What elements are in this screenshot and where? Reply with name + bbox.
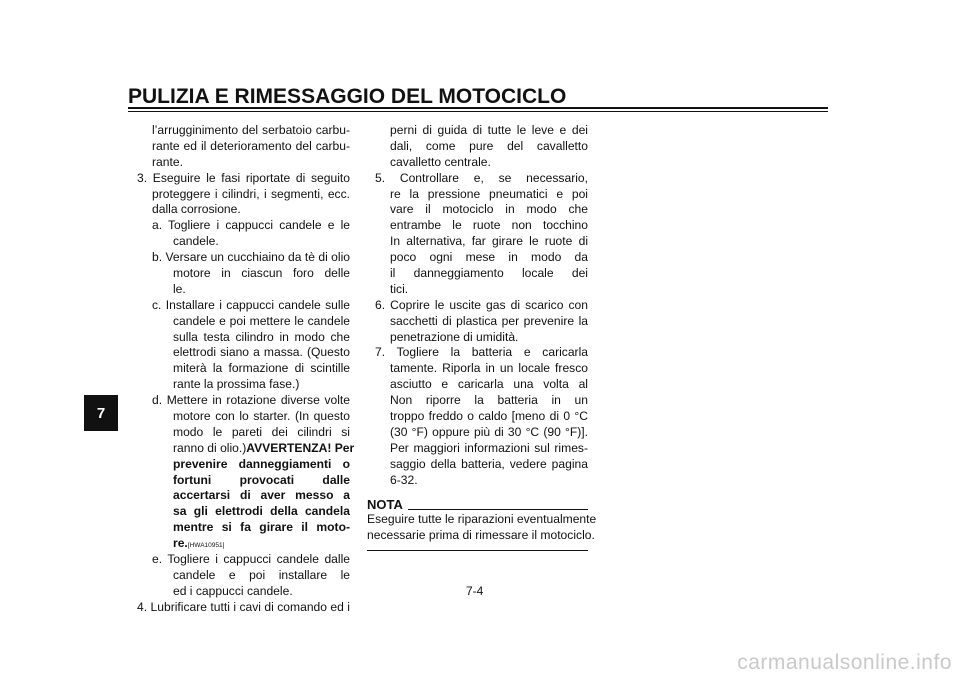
text-line: re la pressione pneumatici e poi	[390, 186, 588, 201]
text-line: proteggere i cilindri, i segmenti, ecc.	[152, 186, 350, 201]
text-line: candele.	[173, 234, 219, 249]
text-line: Per maggiori informazioni sul rimes-	[390, 440, 588, 455]
text-line	[129, 440, 355, 457]
page-number: 7-4	[466, 584, 484, 598]
text-line: (30 °F) oppure più di 30 °C (90 °F)].	[390, 424, 588, 439]
page-header-title: PULIZIA E RIMESSAGGIO DEL MOTOCICLO	[128, 85, 567, 108]
text-line: entrambe le ruote non tocchino	[390, 218, 588, 233]
sub-item-c: c. Installare i cappucci candele sulle	[152, 297, 350, 312]
warning-text: AVVERTENZA! Per	[246, 440, 355, 455]
sub-item-a: a. Togliere i cappucci candele e le	[152, 218, 350, 233]
sub-item-b: b. Versare un cucchiaino da tè di olio	[152, 250, 350, 265]
warning-line: prevenire danneggiamenti o	[173, 456, 350, 471]
sub-item-d: d. Mettere in rotazione diverse volte	[152, 393, 350, 408]
text-line: saggio della batteria, vedere pagina	[390, 456, 588, 471]
text-line: poco ogni mese in modo da	[390, 250, 588, 265]
warning-line: accertarsi di aver messo a	[173, 488, 350, 503]
list-item-7: 7. Togliere la batteria e caricarla	[375, 345, 588, 360]
text-line: rante ed il deterioramento del carbu-	[152, 138, 350, 153]
text-line: ed i cappucci candele.	[173, 583, 293, 598]
text-line: asciutto e caricarla una volta al	[390, 377, 588, 392]
text-line: motore in ciascun foro delle	[173, 266, 350, 281]
text-line: miterà la formazione di scintille	[173, 361, 350, 376]
text-line: Non riporre la batteria in un	[390, 393, 588, 408]
text-line: candele e poi installare le	[173, 567, 350, 582]
warning-line: fortuni provocati dalle	[173, 472, 350, 487]
text-line: le.	[173, 281, 186, 296]
nota-text: Eseguire tutte le riparazioni eventualmente	[367, 512, 597, 527]
nota-label: NOTA	[367, 497, 403, 513]
chapter-tab: 7	[84, 395, 118, 431]
nota-text: necessarie prima di rimessare il motociclo.	[367, 528, 595, 543]
header-rule-thin	[128, 111, 828, 112]
nota-rule	[408, 509, 588, 510]
list-item-3: 3. Eseguire le fasi riportate di seguito	[137, 170, 350, 185]
list-item-4: 4. Lubrificare tutti i cavi di comando ed i	[137, 599, 350, 614]
text-line: motore con lo starter. (In questo	[173, 409, 350, 424]
warning-line: mentre si fa girare il moto-	[173, 520, 350, 535]
nota-header	[367, 494, 588, 512]
text-line: candele e poi mettere le candele	[173, 313, 350, 328]
text-line: rante.	[152, 154, 183, 169]
left-column	[129, 123, 355, 616]
text-line: elettrodi siano a massa. (Questo	[173, 345, 350, 360]
watermark: carmanualsonline.info	[737, 651, 952, 674]
warning-text: re.	[173, 536, 188, 551]
text-fragment: ranno di olio.)	[173, 440, 247, 455]
sub-item-e: e. Togliere i cappucci candele dalle	[152, 552, 350, 567]
warning-line: sa gli elettrodi della candela	[173, 504, 350, 519]
header-rule	[128, 107, 828, 109]
text-line: sulla testa cilindro in modo che	[173, 329, 350, 344]
text-line: il danneggiamento locale dei	[390, 266, 588, 281]
text-line: l’arrugginimento del serbatoio carbu-	[152, 123, 350, 137]
text-line: rante la prossima fase.)	[173, 377, 300, 392]
text-line: cavalletto centrale.	[390, 154, 491, 169]
right-column	[367, 123, 597, 551]
list-item-6: 6. Coprire le uscite gas di scarico con	[375, 297, 588, 312]
text-line: penetrazione di umidità.	[390, 329, 519, 344]
text-line: tamente. Riporla in un locale fresco	[390, 361, 588, 376]
text-line: In alternativa, far girare le ruote di	[390, 234, 588, 249]
warning-code: [HWA10951]	[187, 542, 225, 550]
text-line: perni di guida di tutte le leve e dei	[390, 123, 588, 137]
text-line: dali, come pure del cavalletto	[390, 138, 588, 153]
text-line: sacchetti di plastica per prevenire la	[390, 313, 588, 328]
warning-line	[129, 536, 350, 552]
text-line: modo le pareti dei cilindri si	[173, 424, 350, 439]
text-line: vare il motociclo in modo che	[390, 202, 588, 217]
list-item-5: 5. Controllare e, se necessario,	[375, 170, 588, 185]
text-line: dalla corrosione.	[152, 202, 241, 217]
text-line: 6-32.	[390, 472, 418, 487]
text-line: troppo freddo o caldo [meno di 0 °C	[390, 409, 588, 424]
text-line: tici.	[390, 281, 409, 296]
nota-end-rule	[367, 550, 588, 551]
